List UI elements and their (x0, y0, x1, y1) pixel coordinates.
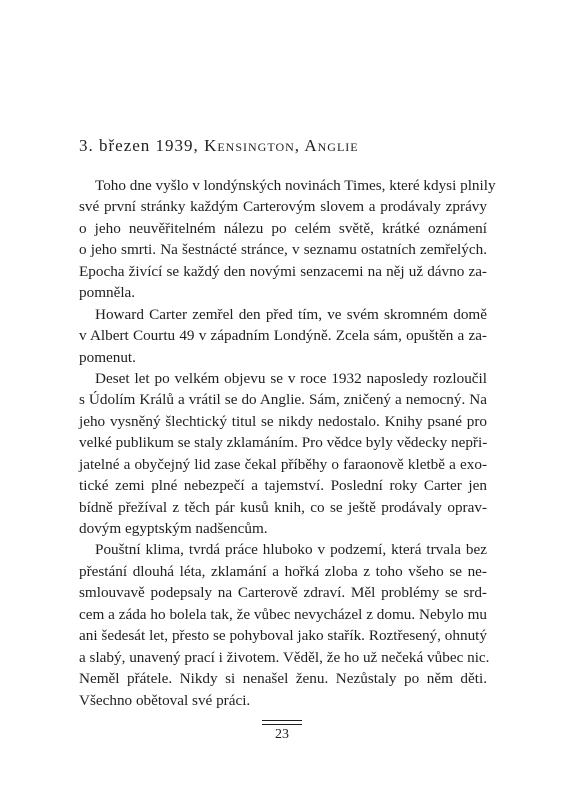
text-line: jatelné a obyčejný lid zase čekal příběhy o faraonově kletbě a exo- (79, 455, 487, 473)
text-line: pomenut. (79, 348, 136, 366)
text-line: Epocha živící se každý den novými senzacemi na něj už dávno za- (79, 262, 487, 280)
text-line: přestání dlouhá léta, zklamání a hořká zloba z toho všeho se ne- (79, 562, 487, 580)
text-line: Deset let po velkém objevu se v roce 1932 naposledy rozloučil (95, 369, 487, 387)
text-line: Pouštní klima, tvrdá práce hluboko v podzemí, která trvala bez (95, 541, 487, 559)
text-line: tické zemi plné nebezpečí a tajemství. Poslední roky Carter jen (79, 477, 487, 495)
text-line: a slabý, unavený prací i životem. Věděl, že ho už nečeká vůbec nic. (79, 648, 490, 666)
folio-rule (262, 720, 302, 725)
chapter-heading (79, 136, 499, 156)
text-line: dovým egyptským nadšencům. (79, 520, 268, 537)
text-line: o jeho neuvěřitelném nálezu po celém světě, krátké oznámení (79, 219, 487, 237)
text-line: s Údolím Králů a vrátil se do Anglie. Sám, zničený a nemocný. Na (79, 391, 487, 409)
body-text (79, 175, 496, 711)
text-line: své první stránky každým Carterovým slovem a prodávaly zprávy (79, 198, 487, 216)
text-line: bídně přežíval z těch pár kusů knih, co se ještě prodávaly oprav- (79, 498, 487, 516)
text-line: Všechno obětoval své práci. (79, 691, 251, 709)
text-line: Neměl přátele. Nikdy si nenašel ženu. Nezůstaly po něm děti. (79, 670, 487, 688)
text-line: velké publikum se staly zklamáním. Pro vědce byly vědecky nepři- (79, 434, 488, 452)
text-line: ani šedesát let, přesto se pohyboval jako stařík. Roztřesený, ohnutý (79, 627, 487, 645)
text-line: o jeho smrti. Na šestnácté stránce, v seznamu ostatních zemřelých. (79, 241, 487, 259)
text-line: cem a záda ho bolela tak, že vůbec nevycházel z domu. Nebylo mu (79, 605, 487, 623)
text-line: Toho dne vyšlo v londýnských novinách Times, které kdysi plnily (95, 177, 496, 194)
text-line: pomněla. (79, 284, 136, 302)
text-line: v Albert Courtu 49 v západním Londýně. Zcela sám, opuštěn a za- (79, 327, 487, 345)
heading-date: 3. březen 1939, (79, 136, 205, 155)
heading-place: Kensington, Anglie (204, 136, 359, 155)
page-number: 23 (275, 727, 289, 742)
text-line: jeho vysněný šlechtický titul se nikdy nedostalo. Knihy psané pro (79, 412, 487, 430)
text-line: smlouvavě podepsaly na Carterově zdraví. Měl problémy se srd- (79, 584, 487, 602)
text-line: Howard Carter zemřel den před tím, ve svém skromném domě (95, 305, 487, 323)
